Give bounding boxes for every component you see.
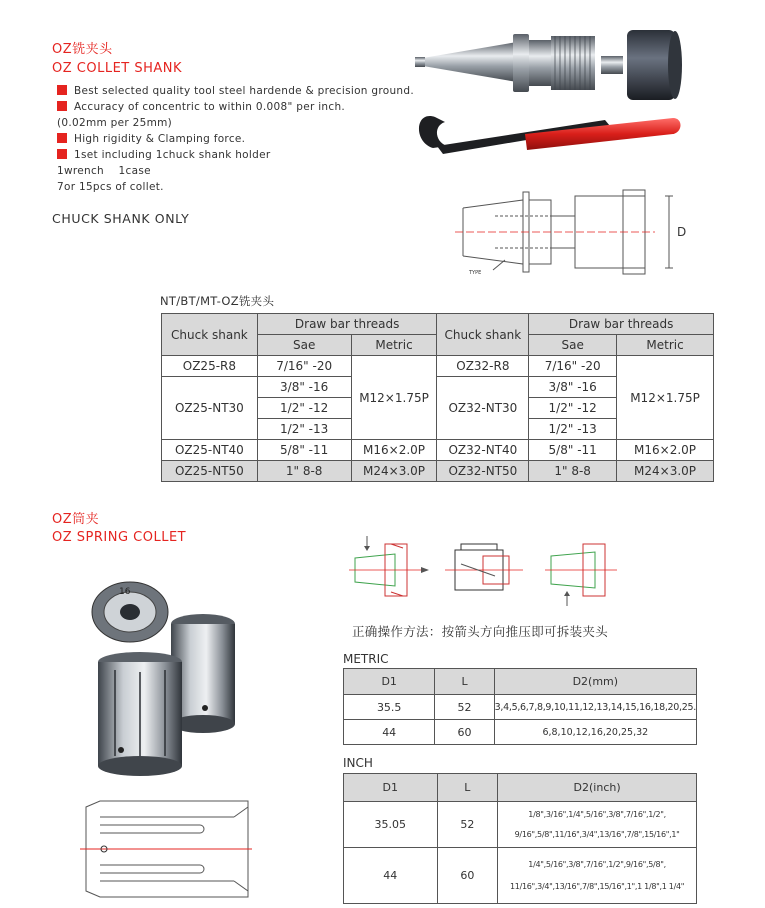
header-chuck-shank: Chuck shank: [162, 314, 258, 356]
d2-cell: [498, 802, 697, 848]
header-l: L: [435, 669, 494, 695]
table-row: [344, 695, 697, 720]
taper-shape: [423, 42, 517, 82]
metric-table-caption: METRIC: [343, 652, 389, 666]
inch-table: [343, 773, 697, 904]
shank-table-caption: NT/BT/MT-OZ铣夹头: [160, 294, 275, 308]
d2-line: 1/4",5/16",3/8",7/16",1/2",9/16",5/8",: [528, 859, 666, 869]
feature-item: 1set including 1chuck shank holder: [57, 147, 417, 163]
metric-cell: M16×2.0P: [617, 440, 714, 461]
collet-instruction: 正确操作方法：按箭头方向推压即可拆装夹头: [352, 624, 609, 639]
assembly-step-1: [349, 536, 429, 596]
l-cell: 52: [435, 695, 494, 720]
table-row: [344, 720, 697, 745]
metric-cell: M12×1.75P: [617, 356, 714, 440]
table-row: [162, 356, 714, 377]
sae-cell: 1/2" -13: [529, 419, 617, 440]
header-l: L: [437, 774, 498, 802]
header-draw-bar: Draw bar threads: [257, 314, 437, 335]
d1-cell: 35.5: [344, 695, 435, 720]
header-d2: D2(mm): [494, 669, 696, 695]
feature-item: (0.02mm per 25mm): [57, 117, 173, 129]
sae-cell: 1/2" -12: [257, 398, 351, 419]
bullet-icon: [57, 85, 67, 95]
metric-table: [343, 668, 697, 745]
d1-cell: 35.05: [344, 802, 438, 848]
model-cell: OZ32-NT40: [437, 440, 529, 461]
table-row: [344, 848, 697, 904]
header-chuck-shank: Chuck shank: [437, 314, 529, 356]
sae-cell: 7/16" -20: [529, 356, 617, 377]
collet-assembly-diagrams: [345, 530, 645, 610]
d2-cell: 6,8,10,12,16,20,25,32: [494, 720, 696, 745]
d2-cell: [498, 848, 697, 904]
model-cell: OZ25-R8: [162, 356, 258, 377]
sae-cell: 3/8" -16: [529, 377, 617, 398]
model-cell: OZ32-NT30: [437, 377, 529, 440]
assembly-step-3: [545, 544, 617, 606]
model-cell: OZ32-R8: [437, 356, 529, 377]
header-d1: D1: [344, 774, 438, 802]
model-cell: OZ25-NT30: [162, 377, 258, 440]
chuck-shank-only-label: CHUCK SHANK ONLY: [52, 211, 190, 226]
collet-title-en: OZ SPRING COLLET: [52, 530, 187, 545]
table-row: [344, 774, 697, 802]
header-metric: Metric: [617, 335, 714, 356]
bullet-icon: [57, 101, 67, 111]
l-cell: 60: [435, 720, 494, 745]
feature-item: Best selected quality tool steel hardende & precision ground.: [57, 83, 417, 99]
l-cell: 52: [437, 802, 498, 848]
metric-cell: M12×1.75P: [351, 356, 437, 440]
assembly-step-2: [445, 544, 523, 590]
feature-item: 1wrench 1case: [57, 165, 151, 177]
feature-item: Accuracy of concentric to within 0.008" per inch.: [57, 99, 417, 115]
shank-technical-drawing: [455, 178, 705, 288]
sae-cell: 1/2" -13: [257, 419, 351, 440]
metric-cell: M24×3.0P: [351, 461, 437, 482]
dimension-d-label: D: [677, 225, 687, 239]
sae-cell: 1/2" -12: [529, 398, 617, 419]
shank-title-en: OZ COLLET SHANK: [52, 61, 183, 76]
collet-section-drawing: [80, 795, 260, 905]
type-label: TYPE: [469, 270, 482, 276]
sae-cell: 1" 8-8: [257, 461, 351, 482]
d1-cell: 44: [344, 848, 438, 904]
model-cell: OZ32-NT50: [437, 461, 529, 482]
sae-cell: 1" 8-8: [529, 461, 617, 482]
table-row: [344, 802, 697, 848]
feature-item: High rigidity & Clamping force.: [57, 131, 417, 147]
d1-cell: 44: [344, 720, 435, 745]
sae-cell: 5/8" -11: [529, 440, 617, 461]
model-cell: OZ25-NT50: [162, 461, 258, 482]
table-row: [162, 461, 714, 482]
l-cell: 60: [437, 848, 498, 904]
shank-product-photo: [405, 22, 695, 170]
header-d2: D2(inch): [498, 774, 697, 802]
feature-item: 7or 15pcs of collet.: [57, 181, 164, 193]
header-sae: Sae: [257, 335, 351, 356]
inch-table-caption: INCH: [343, 756, 373, 770]
header-sae: Sae: [529, 335, 617, 356]
sae-cell: 3/8" -16: [257, 377, 351, 398]
shank-table: [161, 313, 714, 482]
table-row: [344, 669, 697, 695]
bullet-icon: [57, 149, 67, 159]
d2-line: 11/16",3/4",13/16",7/8",15/16",1",1 1/8",1 1/4": [510, 881, 685, 891]
d2-line: 1/8",3/16",1/4",5/16",3/8",7/16",1/2",: [528, 809, 666, 819]
table-row: [162, 440, 714, 461]
metric-cell: M16×2.0P: [351, 440, 437, 461]
bullet-icon: [57, 133, 67, 143]
feature-list: [57, 83, 417, 195]
header-d1: D1: [344, 669, 435, 695]
table-row: [162, 314, 714, 335]
header-metric: Metric: [351, 335, 437, 356]
sae-cell: 5/8" -11: [257, 440, 351, 461]
collet-size-label: 16: [119, 587, 131, 597]
shank-title-cn: OZ铣夹头: [52, 42, 113, 57]
d2-cell: 3,4,5,6,7,8,9,10,11,12,13,14,15,16,18,20,25.: [494, 695, 696, 720]
d2-line: 9/16",5/8",11/16",3/4",13/16",7/8",15/16",1": [514, 829, 680, 839]
collet-photo: [85, 570, 255, 780]
collet-title-cn: OZ筒夹: [52, 512, 100, 527]
sae-cell: 7/16" -20: [257, 356, 351, 377]
model-cell: OZ25-NT40: [162, 440, 258, 461]
header-draw-bar: Draw bar threads: [529, 314, 714, 335]
metric-cell: M24×3.0P: [617, 461, 714, 482]
